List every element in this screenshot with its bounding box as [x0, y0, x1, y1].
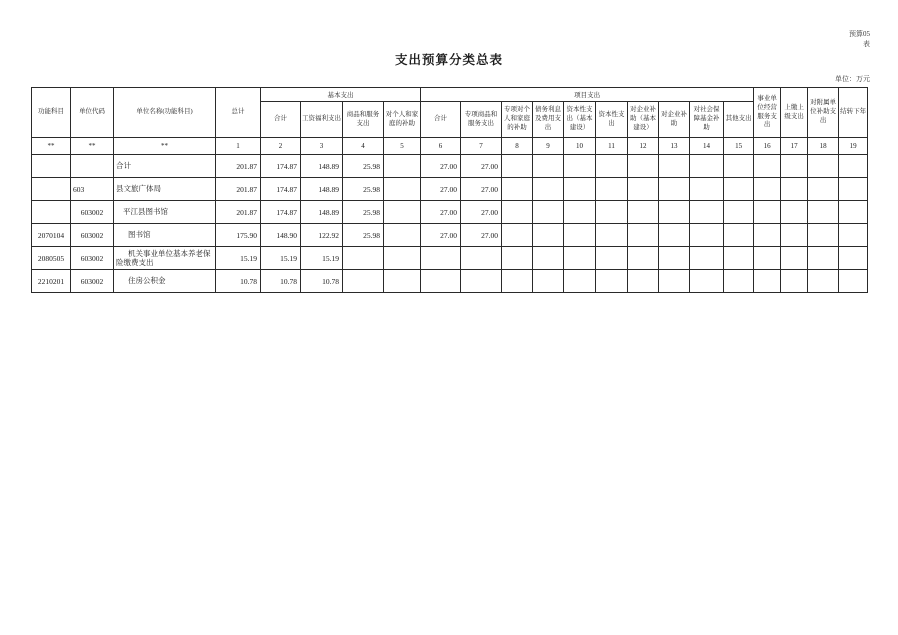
column-number: 18: [808, 138, 839, 155]
cell-value: [461, 247, 502, 270]
cell-value: [502, 178, 533, 201]
column-number: 4: [343, 138, 384, 155]
column-number: 9: [533, 138, 564, 155]
cell-value: 15.19: [261, 247, 301, 270]
cell-value: [781, 178, 808, 201]
cell-value: 10.78: [261, 270, 301, 293]
cell-value: [808, 155, 839, 178]
form-code-line2: 表: [863, 40, 870, 49]
cell-value: [502, 247, 533, 270]
cell-value: 25.98: [343, 155, 384, 178]
column-number: 13: [659, 138, 690, 155]
cell-value: [461, 270, 502, 293]
cell-value: [502, 224, 533, 247]
column-header: 合计: [261, 102, 301, 138]
cell-value: 148.89: [301, 178, 343, 201]
cell-value: 10.78: [301, 270, 343, 293]
cell-unit-code: 603: [71, 178, 114, 201]
cell-value: 25.98: [343, 201, 384, 224]
cell-value: [533, 155, 564, 178]
cell-value: [781, 201, 808, 224]
cell-value: [754, 224, 781, 247]
column-header: 事业单位经营服务支出: [754, 88, 781, 138]
table-row: [32, 178, 868, 201]
cell-value: [628, 155, 659, 178]
cell-value: [808, 224, 839, 247]
cell-value: [808, 270, 839, 293]
cell-unit-name: 平江县图书馆: [114, 201, 216, 224]
cell-value: 122.92: [301, 224, 343, 247]
cell-value: [724, 224, 754, 247]
column-header: 结转下年: [839, 88, 868, 138]
cell-value: [564, 270, 596, 293]
cell-value: [690, 270, 724, 293]
cell-value: [628, 178, 659, 201]
form-code-line1: 预算05: [849, 30, 870, 38]
cell-value: [690, 155, 724, 178]
cell-value: 174.87: [261, 155, 301, 178]
cell-value: [659, 201, 690, 224]
cell-value: [533, 201, 564, 224]
column-number: 5: [384, 138, 421, 155]
column-header: 资本性支出: [596, 102, 628, 138]
cell-value: [659, 270, 690, 293]
cell-value: [659, 247, 690, 270]
cell-value: [690, 247, 724, 270]
cell-value: [839, 224, 868, 247]
column-number: **: [71, 138, 114, 155]
cell-value: [384, 201, 421, 224]
cell-value: 27.00: [461, 155, 502, 178]
cell-value: [533, 270, 564, 293]
cell-value: [502, 155, 533, 178]
cell-value: [533, 178, 564, 201]
cell-func-code: [32, 178, 71, 201]
cell-func-code: 2080505: [32, 247, 71, 270]
column-header: 对企业补助（基本建设）: [628, 102, 659, 138]
column-header: 资本性支出（基本建设）: [564, 102, 596, 138]
cell-value: 25.98: [343, 224, 384, 247]
cell-value: [724, 155, 754, 178]
cell-value: 201.87: [216, 155, 261, 178]
cell-value: [596, 270, 628, 293]
cell-value: [384, 270, 421, 293]
column-header: 其他支出: [724, 102, 754, 138]
column-header: 商品和服务支出: [343, 102, 384, 138]
cell-value: [754, 178, 781, 201]
cell-value: 27.00: [421, 155, 461, 178]
cell-value: [659, 224, 690, 247]
cell-unit-name: 图书馆: [114, 224, 216, 247]
cell-unit-name: 县文旅广体局: [114, 178, 216, 201]
column-number: 11: [596, 138, 628, 155]
cell-value: [724, 178, 754, 201]
cell-func-code: 2070104: [32, 224, 71, 247]
budget-table: [31, 87, 868, 293]
column-header: 对社会保障基金补助: [690, 102, 724, 138]
cell-value: [808, 247, 839, 270]
column-header: 工资福利支出: [301, 102, 343, 138]
cell-value: [628, 247, 659, 270]
column-number: 6: [421, 138, 461, 155]
cell-value: [343, 270, 384, 293]
column-header: 单位名称(功能科目): [114, 88, 216, 138]
column-number: 15: [724, 138, 754, 155]
cell-value: [808, 178, 839, 201]
cell-value: 10.78: [216, 270, 261, 293]
column-number: 10: [564, 138, 596, 155]
cell-value: [754, 247, 781, 270]
cell-value: [384, 247, 421, 270]
cell-value: [564, 247, 596, 270]
cell-value: 27.00: [461, 201, 502, 224]
table-row: [32, 247, 868, 270]
column-header: 上缴上级支出: [781, 88, 808, 138]
cell-value: [628, 224, 659, 247]
cell-value: 174.87: [261, 178, 301, 201]
column-number: 7: [461, 138, 502, 155]
column-number: **: [32, 138, 71, 155]
cell-value: 15.19: [301, 247, 343, 270]
cell-value: [502, 270, 533, 293]
cell-value: [839, 201, 868, 224]
cell-unit-name: 住房公积金: [114, 270, 216, 293]
unit-note: 单位：万元: [835, 75, 870, 83]
header-number-row: [32, 138, 868, 155]
table-head: [32, 88, 868, 155]
cell-value: [839, 270, 868, 293]
cell-value: [724, 247, 754, 270]
column-number: 14: [690, 138, 724, 155]
cell-func-code: 2210201: [32, 270, 71, 293]
cell-value: 25.98: [343, 178, 384, 201]
cell-unit-code: 603002: [71, 270, 114, 293]
cell-value: [808, 201, 839, 224]
cell-value: 27.00: [421, 224, 461, 247]
column-number: 2: [261, 138, 301, 155]
column-number: **: [114, 138, 216, 155]
cell-value: 175.90: [216, 224, 261, 247]
cell-value: [781, 247, 808, 270]
cell-value: [384, 178, 421, 201]
cell-value: [839, 178, 868, 201]
cell-value: [564, 224, 596, 247]
table-row: [32, 201, 868, 224]
column-header: 合计: [421, 102, 461, 138]
cell-value: [596, 155, 628, 178]
cell-unit-code: 603002: [71, 201, 114, 224]
cell-value: [596, 201, 628, 224]
cell-value: [839, 155, 868, 178]
column-number: 19: [839, 138, 868, 155]
cell-value: [724, 201, 754, 224]
cell-value: [421, 270, 461, 293]
cell-value: 174.87: [261, 201, 301, 224]
cell-func-code: [32, 155, 71, 178]
cell-value: [533, 247, 564, 270]
column-header: 单位代码: [71, 88, 114, 138]
cell-value: [564, 201, 596, 224]
column-group-header: 基本支出: [261, 88, 421, 102]
table-row: [32, 224, 868, 247]
cell-value: 201.87: [216, 178, 261, 201]
cell-value: [421, 247, 461, 270]
cell-value: 27.00: [421, 178, 461, 201]
cell-unit-code: [71, 155, 114, 178]
page-title: 支出预算分类总表: [394, 53, 503, 67]
cell-value: [384, 155, 421, 178]
cell-value: [384, 224, 421, 247]
table-row: [32, 155, 868, 178]
cell-unit-code: 603002: [71, 247, 114, 270]
cell-value: 15.19: [216, 247, 261, 270]
column-header: 对附属单位补助支出: [808, 88, 839, 138]
column-header: 功能科目: [32, 88, 71, 138]
cell-value: [690, 224, 724, 247]
cell-value: [628, 201, 659, 224]
cell-value: 148.89: [301, 155, 343, 178]
cell-unit-name: 合计: [114, 155, 216, 178]
cell-value: [781, 155, 808, 178]
table-body: [32, 155, 868, 293]
cell-value: 148.89: [301, 201, 343, 224]
cell-value: [839, 247, 868, 270]
cell-value: [596, 247, 628, 270]
table-row: [32, 270, 868, 293]
column-number: 17: [781, 138, 808, 155]
cell-value: [596, 224, 628, 247]
cell-value: [754, 155, 781, 178]
cell-value: [781, 270, 808, 293]
cell-value: [628, 270, 659, 293]
cell-value: [754, 270, 781, 293]
cell-value: 27.00: [461, 224, 502, 247]
cell-value: 201.87: [216, 201, 261, 224]
cell-value: [533, 224, 564, 247]
column-number: 16: [754, 138, 781, 155]
cell-value: [564, 178, 596, 201]
cell-value: 148.90: [261, 224, 301, 247]
cell-value: [724, 270, 754, 293]
cell-value: 27.00: [421, 201, 461, 224]
cell-value: [659, 178, 690, 201]
header-group-row: [32, 88, 868, 102]
form-code: [849, 29, 870, 49]
cell-func-code: [32, 201, 71, 224]
cell-unit-name: 机关事业单位基本养老保险缴费支出: [114, 247, 216, 270]
cell-value: [659, 155, 690, 178]
column-header: 对个人和家庭的补助: [384, 102, 421, 138]
column-header: 总计: [216, 88, 261, 138]
column-group-header: 项目支出: [421, 88, 754, 102]
column-header: 专项对个人和家庭的补助: [502, 102, 533, 138]
cell-value: [754, 201, 781, 224]
column-number: 12: [628, 138, 659, 155]
cell-value: [502, 201, 533, 224]
cell-value: [781, 224, 808, 247]
cell-value: [564, 155, 596, 178]
cell-value: 27.00: [461, 178, 502, 201]
cell-value: [596, 178, 628, 201]
column-number: 3: [301, 138, 343, 155]
cell-value: [690, 178, 724, 201]
column-header: 债务利息及费用支出: [533, 102, 564, 138]
cell-value: [690, 201, 724, 224]
cell-value: [343, 247, 384, 270]
cell-unit-code: 603002: [71, 224, 114, 247]
column-header: 对企业补助: [659, 102, 690, 138]
column-number: 1: [216, 138, 261, 155]
column-header: 专项商品和服务支出: [461, 102, 502, 138]
column-number: 8: [502, 138, 533, 155]
